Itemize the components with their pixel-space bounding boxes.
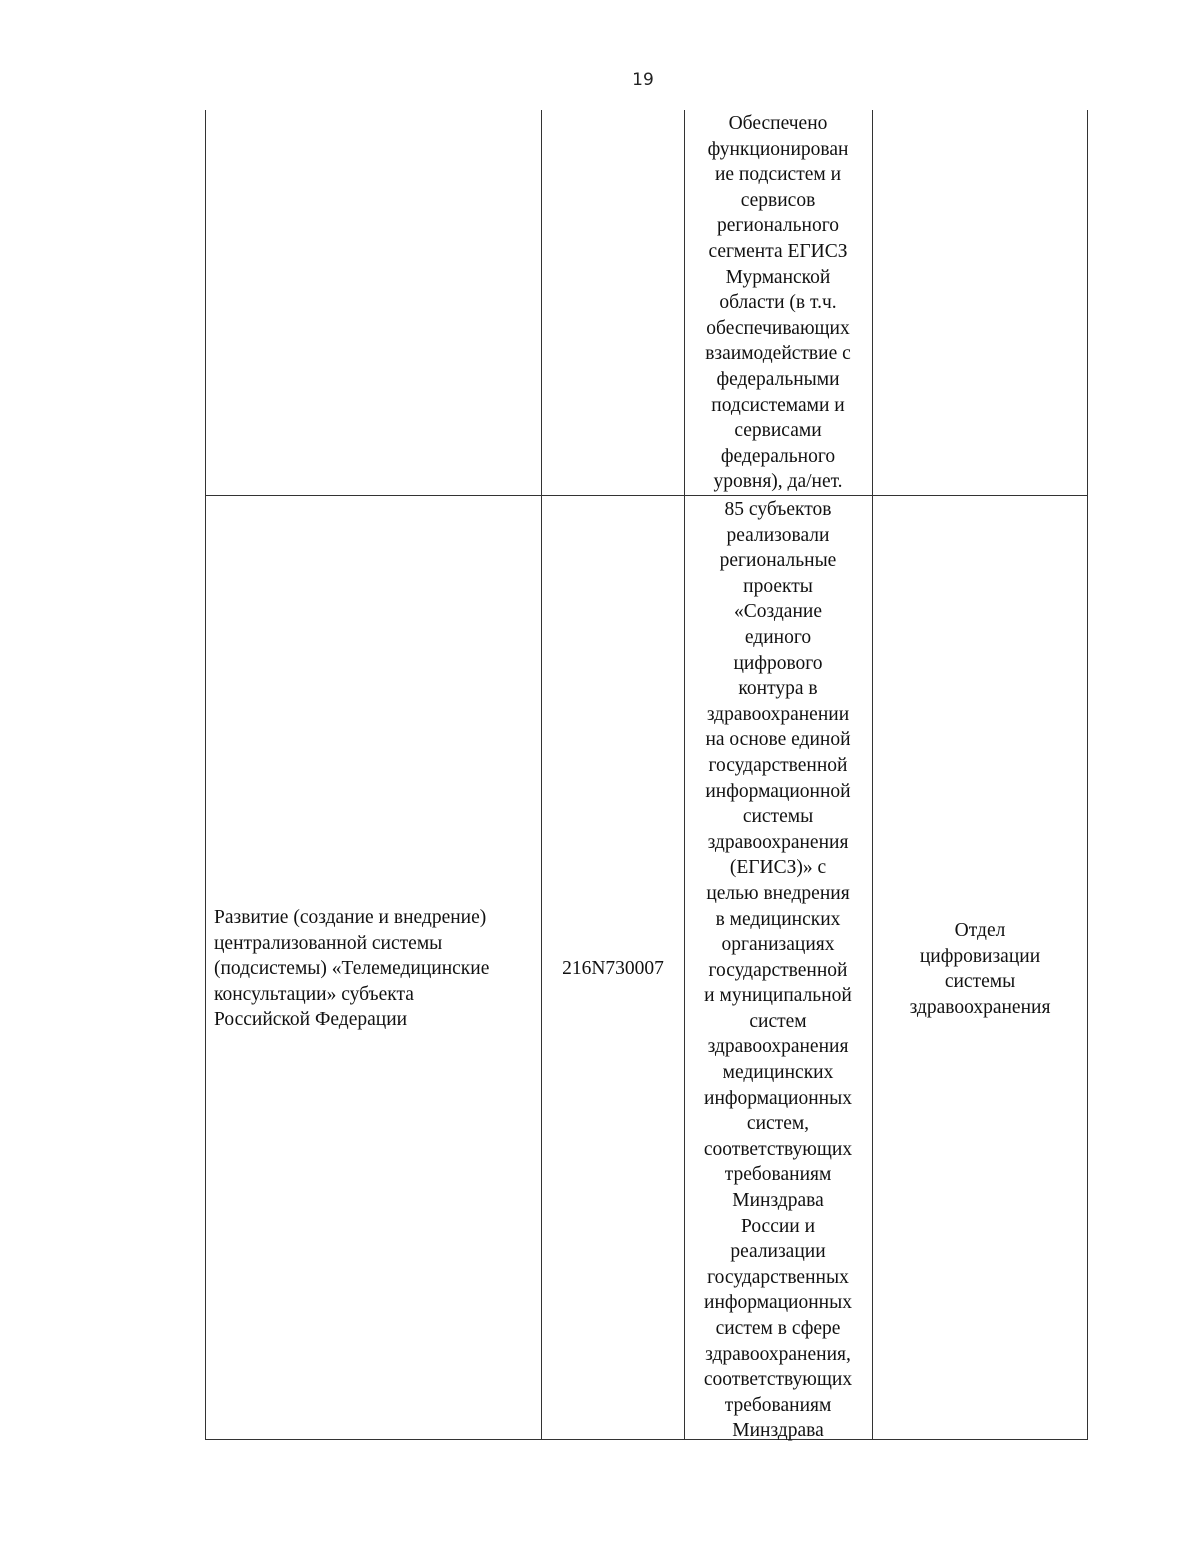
row2-result-cell: 85 субъектов реализовали региональные проекты «Создание единого цифрового контура в здравоохранении на основе единой государственной информационной системы здравоохранения (ЕГИСЗ)» с целью внедрения в медицинских организациях государственной и муниципальной систем здравоохранения медицинских информационных систем, соответствующих требованиям Минздрава России и реализации государственных информационных систем в сфере здравоохранения, соответствующих требованиям Минздрава bbox=[703, 499, 853, 1442]
row-divider bbox=[205, 495, 1088, 496]
page-number: 19 bbox=[632, 70, 654, 90]
column-divider-3 bbox=[872, 110, 873, 1440]
row2-name-cell: Развитие (создание и внедрение) централизованной системы (подсистемы) «Телемедицинские консультации» субъекта Российской Федерации bbox=[214, 907, 490, 1031]
row1-result-cell: Обеспечено функционирован ие подсистем и сервисов регионального сегмента ЕГИСЗ Мурманской области (в т.ч. обеспечивающих взаимодействие с федеральными подсистемами и сервисами федерального уровня), да/нет. bbox=[705, 113, 851, 493]
table-border-right bbox=[1087, 110, 1088, 1440]
table-border-bottom bbox=[205, 1439, 1088, 1440]
table-border-left bbox=[205, 110, 206, 1440]
row2-code-cell: 216N730007 bbox=[562, 958, 664, 979]
row2-responsible-cell: Отдел цифровизации системы здравоохранения bbox=[909, 920, 1051, 1018]
column-divider-1 bbox=[541, 110, 542, 1440]
document-table bbox=[205, 110, 1088, 1440]
